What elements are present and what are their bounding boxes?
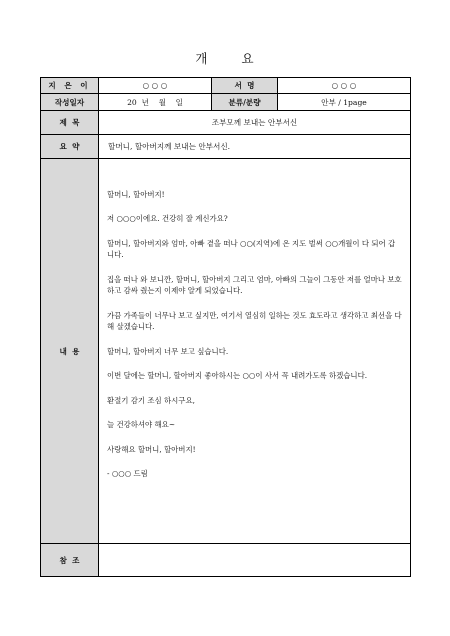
- subject-row: [41, 111, 411, 135]
- date-value: 20 년 월 일: [99, 94, 212, 111]
- summary-row: [41, 135, 411, 159]
- page-title-char-1: 개: [195, 51, 209, 66]
- signature-label: 서 명: [212, 78, 278, 94]
- overview-form-table: [40, 77, 411, 577]
- summary-label: 요 약: [41, 135, 99, 159]
- reference-value: [99, 544, 411, 577]
- content-paragraph: 할머니, 할아버지 너무 보고 싶습니다.: [107, 346, 229, 356]
- author-row: [41, 78, 411, 94]
- author-label: 지 은 이: [41, 78, 99, 94]
- content-paragraph: 할머니, 할아버지!: [107, 190, 165, 199]
- date-row: [41, 94, 411, 111]
- content-paragraph: 저 ○○○이에요. 건강히 잘 계신가요?: [107, 214, 228, 224]
- subject-label: 제 목: [41, 111, 99, 135]
- content-paragraph: 집을 떠나 와 보니깐, 할머니, 할아버지 그리고 엄마, 아빠의 그늘이 그동안 저를 얼마나 보호하고 감싸 줬는지 이제야 알게 되었습니다.: [107, 274, 402, 296]
- content-paragraph: 이번 달에는 할머니, 할아버지 좋아하시는 ○○이 사서 꼭 내려가도록 하겠습니다.: [107, 371, 368, 381]
- content-paragraph: 환절기 감기 조심 하시구요,: [107, 395, 195, 405]
- content-label: 내 용: [41, 159, 99, 544]
- category-value: 안부 / 1page: [278, 94, 411, 111]
- signature-value: ○ ○ ○: [278, 78, 411, 94]
- page-title: [0, 49, 450, 67]
- content-row: [41, 159, 411, 544]
- author-value: ○ ○ ○: [99, 78, 212, 94]
- summary-value: 할머니, 할아버지께 보내는 안부서신.: [99, 135, 411, 159]
- reference-row: [41, 544, 411, 577]
- content-paragraph: 사랑해요 할머니, 할아버지!: [107, 444, 196, 454]
- content-paragraph: 할머니, 할아버지와 엄마, 아빠 곁을 떠나 ○○(지역)에 온 지도 벌써 ○○개월이 다 되어 갑니다.: [107, 238, 396, 260]
- content-body: [99, 159, 411, 544]
- category-label: 분류/분량: [212, 94, 278, 111]
- content-paragraph: 가끔 가족들이 너무나 보고 싶지만, 여기서 열심히 일하는 것도 효도라고 생각하고 최선을 다해 살겠습니다.: [107, 310, 402, 332]
- date-label: 작성일자: [41, 94, 99, 111]
- content-paragraph: 늘 건강하셔야 해요~: [107, 420, 176, 430]
- content-paragraph: - ○○○ 드림: [107, 469, 148, 479]
- reference-label: 참 조: [41, 544, 99, 577]
- subject-value: 조부모께 보내는 안부서신: [99, 111, 411, 135]
- page-title-char-2: 요: [241, 51, 255, 66]
